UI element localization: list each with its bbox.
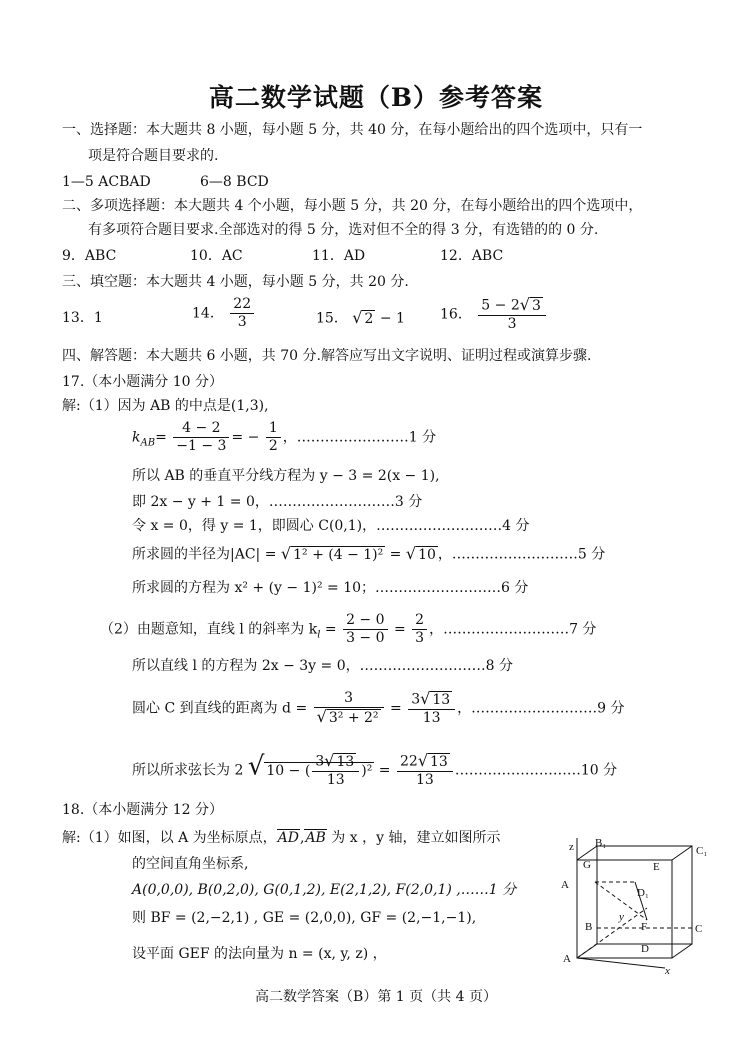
label-g: G xyxy=(583,859,591,871)
q17-p2-eq2: = xyxy=(389,621,411,638)
q17-chord-inner-fraction: $\frac{3√ 13}{13}$ xyxy=(312,752,359,789)
answer-16-num: 5 − 2√ 3 xyxy=(478,296,546,316)
q17-chord-rad-pre: 10 − ( xyxy=(266,762,311,779)
answer-15-label: 15． xyxy=(316,310,348,327)
q17-dist-den: 3² + 2² xyxy=(328,710,379,726)
answers-1-5: 1—5 ACBAD xyxy=(62,174,151,190)
answer-10: 10．AC xyxy=(190,248,243,264)
answer-14-fraction xyxy=(230,296,254,331)
q17-k-subscript: AB xyxy=(140,437,156,449)
label-b1: B₁ xyxy=(595,838,607,849)
q17-chord-num-rad: 13 xyxy=(430,754,448,770)
answer-14-num: 22 xyxy=(230,296,254,314)
q17-p2-label: （2）由题意知，直线 l 的斜率为 k xyxy=(100,621,318,638)
q17-chord-in-num-rad: 13 xyxy=(336,754,355,770)
q18-header: 18.（本小题满分 12 分） xyxy=(62,802,223,818)
q17-k-num: 4 − 2 xyxy=(173,420,229,438)
q18-intro-a xyxy=(62,828,500,848)
q17-dist-num: 3 xyxy=(314,690,384,708)
q17-chord-rad-post: )² xyxy=(361,762,373,779)
label-d1: D₁ xyxy=(637,887,649,899)
label-c1: C₁ xyxy=(696,845,708,857)
answer-9: 9．ABC xyxy=(62,248,117,264)
answer-11: 11．AD xyxy=(312,248,366,264)
q17-dist-label: 圆心 C 到直线的距离为 d = xyxy=(132,700,308,717)
section4-heading: 四、解答题：本大题共 6 小题，共 70 分.解答应写出文字说明、证明过程或演算步骤. xyxy=(62,348,592,364)
cube-front-face xyxy=(577,860,672,958)
q17-center: 令 x = 0，得 y = 1，即圆心 C(0,1)，………………………4 分 xyxy=(132,518,530,534)
answer-14-label: 14． xyxy=(192,305,224,322)
answer-16 xyxy=(440,296,548,333)
q17-chord-fraction: $\frac{22√ 13}{13}$ xyxy=(397,752,453,789)
q17-dist-score: ，………………………9 分 xyxy=(457,700,625,717)
q17-p2-fraction2 xyxy=(412,612,427,647)
q17-p2-score: ，………………………7 分 xyxy=(429,621,597,638)
answer-16-fraction xyxy=(478,296,546,333)
q17-header: 17.（本小题满分 10 分） xyxy=(62,374,223,390)
q17-p2-den2: 3 xyxy=(415,630,425,646)
q17-dist-fraction: $\frac{3}{\text{√ 3² + 2²}}$ xyxy=(314,690,384,727)
q17-radius-score: ，………………………5 分 xyxy=(437,546,606,563)
page-title: 高二数学试题（B）参考答案 xyxy=(208,83,544,112)
q18-vectors: 则 BF = (2,−2,1) , GE = (2,0,0), GF = (2,−1,−1), xyxy=(132,910,477,926)
q17-part1-intro: 解:（1）因为 AB 的中点是(1,3), xyxy=(62,398,269,414)
q17-chord xyxy=(132,752,617,789)
q17-radius-value: 10 xyxy=(418,547,436,563)
label-z: z xyxy=(569,841,574,853)
q17-chord-num-pre: 22 xyxy=(399,753,418,770)
q17-k-mid: = − xyxy=(231,429,260,446)
q17-bisector: 所以 AB 的垂直平分线方程为 y − 3 = 2(x − 1), xyxy=(132,468,440,484)
q17-p2-fraction xyxy=(343,612,387,647)
section3-heading: 三、填空题：本大题共 4 小题，每小题 5 分，共 20 分. xyxy=(62,274,409,290)
q17-k-eq: = xyxy=(155,429,167,446)
q18-comma: , xyxy=(299,830,305,846)
q17-circle-eq: 所求圆的方程为 x² + (y − 1)² = 10；………………………6 分 xyxy=(132,580,529,596)
section1-heading-b: 项是符合题目要求的. xyxy=(88,148,219,164)
answer-15-rest: − 1 xyxy=(375,310,405,327)
q17-chord-radical: √ 10 − ( $\frac{3√ 13}{13}$ )² xyxy=(247,751,373,788)
q17-distance xyxy=(132,690,625,727)
q18-vector-ad: AD xyxy=(277,830,299,846)
q17-k-den: −1 − 3 xyxy=(176,438,227,454)
label-b: B xyxy=(585,921,593,933)
answer-14 xyxy=(192,296,256,331)
q17-k-symbol: k xyxy=(132,429,141,446)
q17-p2-sub: l xyxy=(317,629,321,641)
q17-line-l: 所以直线 l 的方程为 2x − 3y = 0，………………………8 分 xyxy=(132,658,513,674)
q17-slope-ab xyxy=(132,420,436,455)
q17-dist-num2-pre: 3 xyxy=(411,691,421,708)
page-footer: 高二数学答案（B）第 1 页（共 4 页） xyxy=(255,989,497,1005)
section2-heading-a: 二、多项选择题：本大题共 4 个小题，每小题 5 分，共 20 分，在每小题给出的四个选项中， xyxy=(62,198,643,214)
label-e: E xyxy=(653,861,660,873)
label-d: D xyxy=(641,943,649,955)
section2-heading-b: 有多项符合题目要求.全部选对的得 5 分，选对但不全的得 3 分，有选错的的 0 分. xyxy=(88,222,599,238)
q17-chord-in-den: 13 xyxy=(326,772,345,788)
answers-6-8: 6—8 BCD xyxy=(200,174,269,190)
q17-k-fraction2 xyxy=(266,420,281,455)
q17-p2-eq: = xyxy=(320,621,342,638)
answer-16-num-pre: 5 − 2 xyxy=(481,297,520,314)
q18-intro-c: 的空间直角坐标系, xyxy=(132,856,249,872)
q17-chord-den: 13 xyxy=(416,772,434,788)
q18-coords: A(0,0,0), B(0,2,0), G(0,1,2), E(2,1,2), F(2,0,1) ,……1 分 xyxy=(132,882,517,898)
q17-k-fraction xyxy=(173,420,229,455)
q17-radius: 所求圆的半径为|AC| = √ 1² + (4 − 1)² = √ 10 ，………………………5 分 xyxy=(132,544,606,563)
answer-16-den: 3 xyxy=(507,316,517,332)
q18-intro-text: 解:（1）如图，以 A 为坐标原点， xyxy=(62,830,277,846)
label-a: A xyxy=(563,953,571,965)
answer-15-radical: √ 2 xyxy=(352,308,374,327)
label-a-top: A xyxy=(561,879,569,891)
q17-radius-eq: = xyxy=(385,546,406,563)
answer-12: 12．ABC xyxy=(440,248,504,264)
answer-14-den: 3 xyxy=(237,314,247,330)
answer-16-label: 16． xyxy=(440,306,472,323)
q17-p2-num2: 2 xyxy=(412,612,427,630)
answer-15-radicand: 2 xyxy=(364,311,374,327)
label-y: y xyxy=(619,911,624,923)
section1-heading-a: 一、选择题：本大题共 8 小题，每小题 5 分，共 40 分，在每小题给出的四个选项中，只有一 xyxy=(62,122,643,138)
label-c: C xyxy=(695,923,703,935)
q17-line-eq: 即 2x − y + 1 = 0，………………………3 分 xyxy=(132,494,423,510)
q17-dist-num2-rad: 13 xyxy=(432,692,451,708)
answer-13: 13．1 xyxy=(62,310,103,326)
x-axis xyxy=(577,958,665,968)
q17-chord-in-num-pre: 3 xyxy=(315,753,325,770)
q17-radius-label: 所求圆的半径为|AC| = xyxy=(132,546,277,563)
q17-radius-radicand: 1² + (4 − 1)² xyxy=(293,547,384,563)
label-f: F xyxy=(641,921,648,933)
q17-k-score: ，……………………1 分 xyxy=(282,429,437,446)
q17-p2-num: 2 − 0 xyxy=(343,612,387,630)
q17-dist-fraction2: $\frac{3√ 13}{13}$ xyxy=(408,690,455,727)
q17-dist-eq: = xyxy=(385,700,407,717)
q17-chord-eq: = xyxy=(374,762,395,779)
q17-chord-score: ………………………10 分 xyxy=(454,762,618,779)
q17-k-den2: 2 xyxy=(268,438,278,454)
answer-15 xyxy=(316,308,405,329)
label-x: x xyxy=(665,965,670,977)
q18-intro-axes: 为 x ，y 轴，建立如图所示 xyxy=(326,830,501,846)
q17-part2-slope xyxy=(100,612,596,647)
q18-normal: 设平面 GEF 的法向量为 n = (x, y, z) ， xyxy=(132,946,387,962)
q17-dist-den2: 13 xyxy=(422,710,441,726)
coordinate-cube-figure xyxy=(555,838,720,978)
q17-k-num2: 1 xyxy=(266,420,281,438)
q17-p2-den: 3 − 0 xyxy=(346,630,385,646)
q18-vector-ab: AB xyxy=(305,830,326,846)
answer-16-num-radicand: 3 xyxy=(531,298,541,314)
q17-chord-label: 所以所求弦长为 2 xyxy=(132,762,244,779)
